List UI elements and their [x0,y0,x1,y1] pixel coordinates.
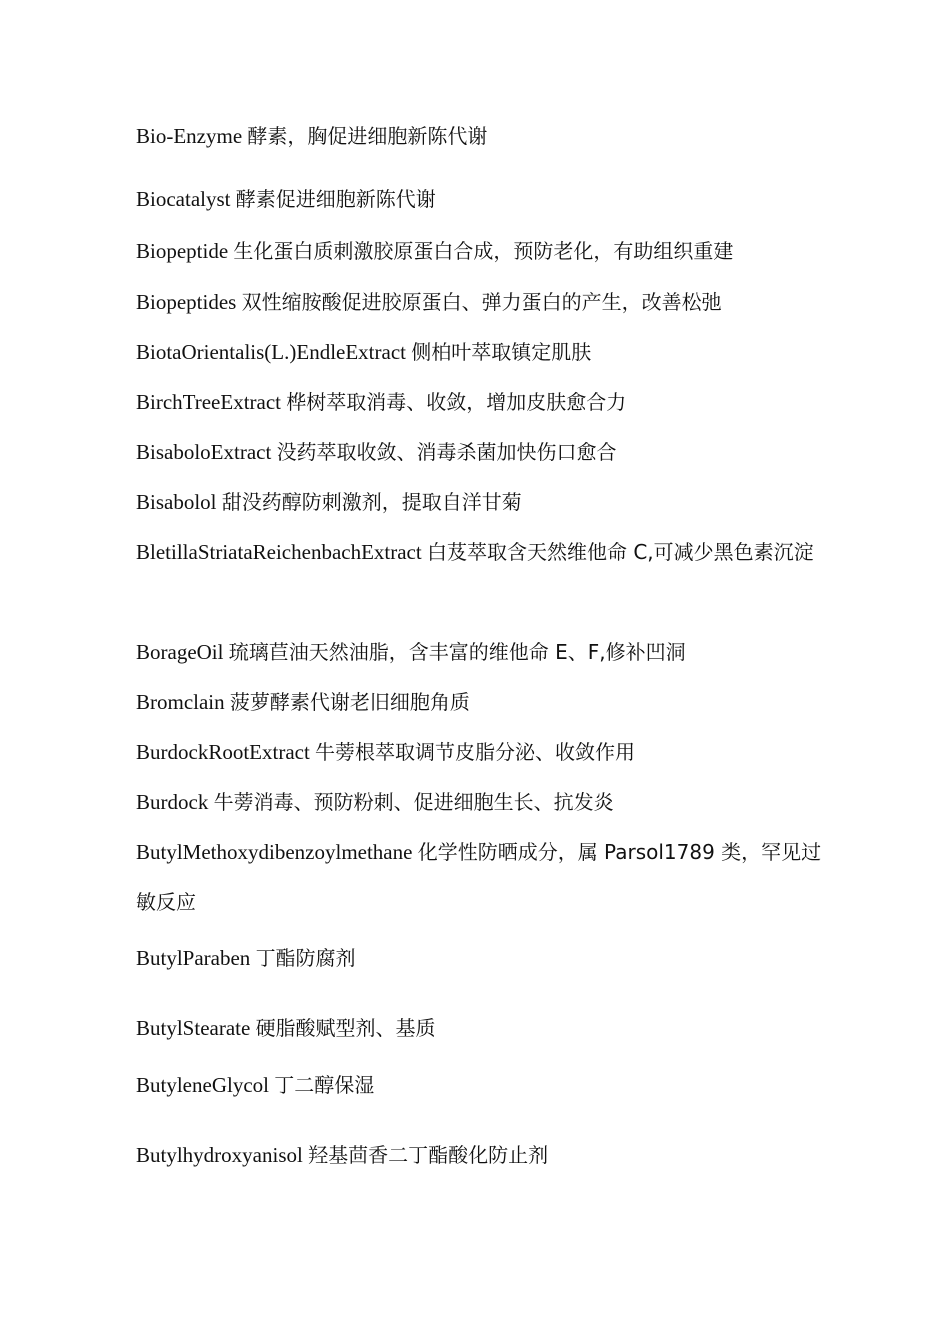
entry-description: 丁酯防腐剂 [255,946,356,970]
entry-term: Bio-Enzyme [136,124,243,148]
entry-term: Burdock [136,790,209,814]
entry-description: 桦树萃取消毒、收敛，增加皮肤愈合力 [286,390,627,414]
glossary-entry [136,1130,826,1180]
entry-term: BiotaOrientalis(L.)EndleExtract [136,340,406,364]
entry-term: ButylMethoxydibenzoylmethane [136,840,413,864]
glossary-entry [136,174,826,224]
entry-term: BurdockRootExtract [136,740,310,764]
entry-description: 酵素促进细胞新陈代谢 [235,187,436,211]
entry-description: 生化蛋白质刺激胶原蛋白合成，预防老化，有助组织重建 [233,239,734,263]
entry-description: 牛蒡根萃取调节皮脂分泌、收敛作用 [315,740,636,764]
entry-term: Bromclain [136,690,225,714]
entry-description: 化学性防晒成分，属 Parsol1789 类，罕见过敏反应 [136,840,822,914]
entry-description: 甜没药醇防刺激剂，提取自洋甘菊 [221,490,522,514]
glossary-entry [136,777,826,827]
entry-term: Biocatalyst [136,187,231,211]
entry-description: 侧柏叶萃取镇定肌肤 [411,340,592,364]
entry-term: BisaboloExtract [136,440,272,464]
glossary-entry [136,226,826,276]
entry-term: ButylParaben [136,946,251,970]
glossary-entry [136,527,826,577]
glossary-entry [136,377,826,427]
glossary-entry [136,327,826,377]
entry-description: 酵素，胸促进细胞新陈代谢 [247,124,488,148]
entry-description: 羟基茴香二丁酯酸化防止剂 [308,1143,549,1167]
entry-description: 菠萝酵素代谢老旧细胞角质 [229,690,470,714]
entry-term: ButyleneGlycol [136,1073,269,1097]
glossary-entry [136,427,826,477]
entry-description: 白芨萃取含天然维他命 C,可减少黑色素沉淀 [426,540,814,564]
entry-term: Bisabolol [136,490,217,514]
entry-description: 没药萃取收敛、消毒杀菌加快伤口愈合 [276,440,617,464]
entry-term: BorageOil [136,640,224,664]
glossary-entry [136,677,826,727]
glossary-entry [136,627,826,677]
glossary-entry [136,277,826,327]
glossary-entry [136,727,826,777]
entry-description: 硬脂酸赋型剂、基质 [255,1016,436,1040]
glossary-entry [136,477,826,527]
entry-term: Butylhydroxyanisol [136,1143,303,1167]
entry-term: BirchTreeExtract [136,390,282,414]
glossary-entry [136,933,826,983]
glossary-entry [136,1060,826,1110]
entry-description: 双性缩胺酸促进胶原蛋白、弹力蛋白的产生，改善松弛 [241,290,722,314]
glossary-entry [136,1003,826,1053]
entry-term: Biopeptides [136,290,237,314]
entry-description: 琉璃苣油天然油脂，含丰富的维他命 E、F,修补凹洞 [228,640,686,664]
glossary-entry [136,111,826,161]
entry-description: 牛蒡消毒、预防粉刺、促进细胞生长、抗发炎 [213,790,614,814]
entry-term: ButylStearate [136,1016,251,1040]
glossary-entry [136,827,826,927]
entry-term: BletillaStriataReichenbachExtract [136,540,422,564]
entry-description: 丁二醇保湿 [274,1073,375,1097]
entry-term: Biopeptide [136,239,229,263]
